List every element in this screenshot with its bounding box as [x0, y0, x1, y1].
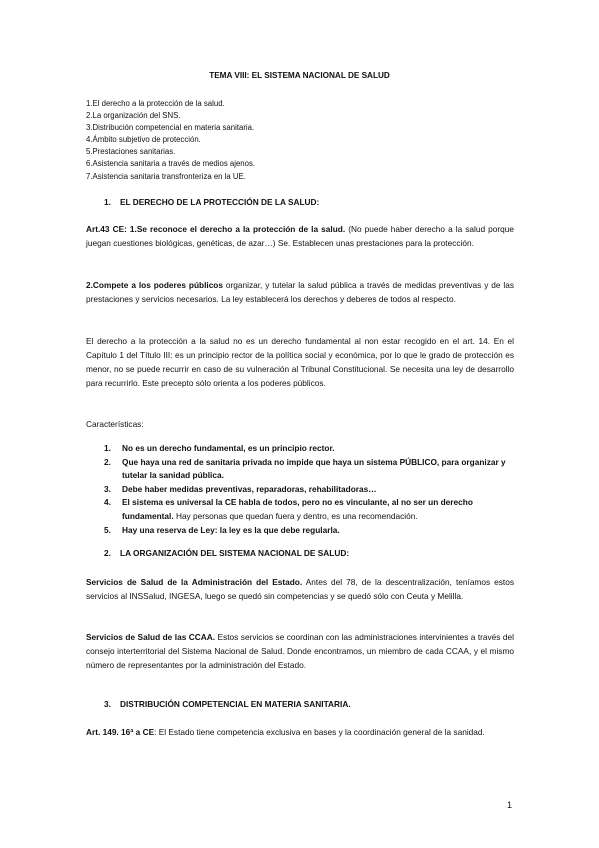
- toc-item: 6.Asistencia sanitaria a través de medios ajenos.: [86, 159, 256, 169]
- list-item-text: El sistema es universal la CE habla de todos, pero no es vinculante, al no ser un derecho fundamental.: [122, 497, 473, 521]
- toc-item: 2.La organización del SNS.: [86, 111, 181, 121]
- section-title: EL DERECHO DE LA PROTECCIÓN DE LA SALUD:: [120, 197, 320, 207]
- paragraph-bold-lead: Art. 149. 16ª a CE: [86, 727, 155, 737]
- toc-item: 7.Asistencia sanitaria transfronteriza en la UE.: [86, 171, 246, 181]
- list-item-number: 5.: [104, 524, 111, 535]
- section-heading-2: [104, 548, 349, 558]
- paragraph-bold-lead: 2.Compete a los poderes públicos: [86, 280, 223, 290]
- list-item-number: 2.: [104, 456, 111, 467]
- section-number: 3.: [104, 699, 111, 709]
- section-heading-3: [104, 699, 351, 709]
- list-item: [104, 442, 514, 456]
- paragraph-art149: [86, 725, 514, 739]
- caracteristicas-list: [104, 442, 514, 537]
- section-title: LA ORGANIZACIÓN DEL SISTEMA NACIONAL DE SALUD:: [120, 548, 350, 558]
- list-item-number: 1.: [104, 443, 111, 453]
- paragraph-bold-lead: Servicios de Salud de la Administración del Estado.: [86, 577, 303, 587]
- paragraph-text: : El Estado tiene competencia exclusiva en bases y la coordinación general de la sanidad.: [154, 727, 485, 737]
- paragraph-bold-lead: Servicios de Salud de las CCAA.: [86, 632, 216, 642]
- caracteristicas-label: Características:: [86, 419, 144, 429]
- paragraph-text: Estos servicios se coordinan con las administraciones intervinientes a través del consejo interterritorial del Sistema Nacional de Salud. Donde encontramos, un miembro de cada CCAA, y el mismo número de representantes por la administración del Estado.: [86, 632, 514, 670]
- paragraph-servicios-ccaa: [86, 630, 514, 672]
- paragraph-derecho-fundamental: El derecho a la protección a la salud no es un derecho fundamental al non estar recogido en el art. 14. En el Capítulo 1 del Título III: es un principio rector de la política social y económica, por lo que le grado de protección es menor, no se puede recurrir en caso de su vulneración al Tribunal Constitucional. Se necesita una ley de desarrollo para recurrirlo. Este precepto sólo orienta a los poderes públicos.: [86, 336, 514, 388]
- toc-item: 4.Ámbito subjetivo de protección.: [86, 135, 201, 145]
- toc-item: 5.Prestaciones sanitarias.: [86, 147, 176, 157]
- paragraph-text: organizar, y tutelar la salud pública a través de medidas preventivas y de las prestaciones y servicios necesarios. La ley establecerá los derechos y deberes de todos al respecto.: [86, 280, 514, 304]
- list-item: [104, 524, 514, 538]
- paragraph-text: Antes del 78, de la descentralización, teníamos estos servicios al INSSalud, INGESA, luego se quedó sin competencias y se quedó sólo con Ceuta y Melilla.: [86, 577, 514, 601]
- paragraph-bold-lead: Art.43 CE: 1.Se reconoce el derecho a la protección de la salud.: [86, 224, 346, 234]
- toc-item: 3.Distribución competencial en materia sanitaria.: [86, 123, 255, 133]
- section-number: 1.: [104, 197, 111, 207]
- list-item-text: Que haya una red de sanitaria privada no impide que haya un sistema PÚBLICO, para organizar y tutelar la sanidad pública.: [122, 456, 506, 481]
- list-item: [104, 496, 514, 523]
- section-heading-1: [104, 197, 319, 207]
- list-item: [104, 456, 514, 483]
- list-item-text: Hay una reserva de Ley: la ley es la que debe regularla.: [122, 524, 340, 535]
- paragraph-poderes-publicos: [86, 278, 514, 306]
- list-item-number: 4.: [104, 497, 111, 508]
- list-item-text: Debe haber medidas preventivas, reparadoras, rehabilitadoras…: [122, 483, 377, 494]
- page-title: TEMA VIII: EL SISTEMA NACIONAL DE SALUD: [209, 71, 390, 80]
- paragraph-servicios-estado: [86, 575, 514, 603]
- list-item: [104, 483, 514, 497]
- table-of-contents: [86, 98, 255, 183]
- list-item-text: No es un derecho fundamental, es un principio rector.: [122, 443, 335, 453]
- list-item-number: 3.: [104, 483, 111, 494]
- section-title: DISTRIBUCIÓN COMPETENCIAL EN MATERIA SANITARIA.: [120, 699, 351, 709]
- paragraph-art43: [86, 222, 514, 250]
- page-number: 1: [507, 800, 513, 810]
- list-item-text-normal: Hay personas que quedan fuera y dentro, es una recomendación.: [173, 510, 418, 521]
- section-number: 2.: [104, 548, 111, 558]
- paragraph-text: (No puede haber derecho a la salud porque juegan cuestiones biológicas, genéticas, de azar…) Se. Establecen unas prestaciones para la protección.: [86, 224, 515, 248]
- toc-item: 1.El derecho a la protección de la salud.: [86, 99, 225, 108]
